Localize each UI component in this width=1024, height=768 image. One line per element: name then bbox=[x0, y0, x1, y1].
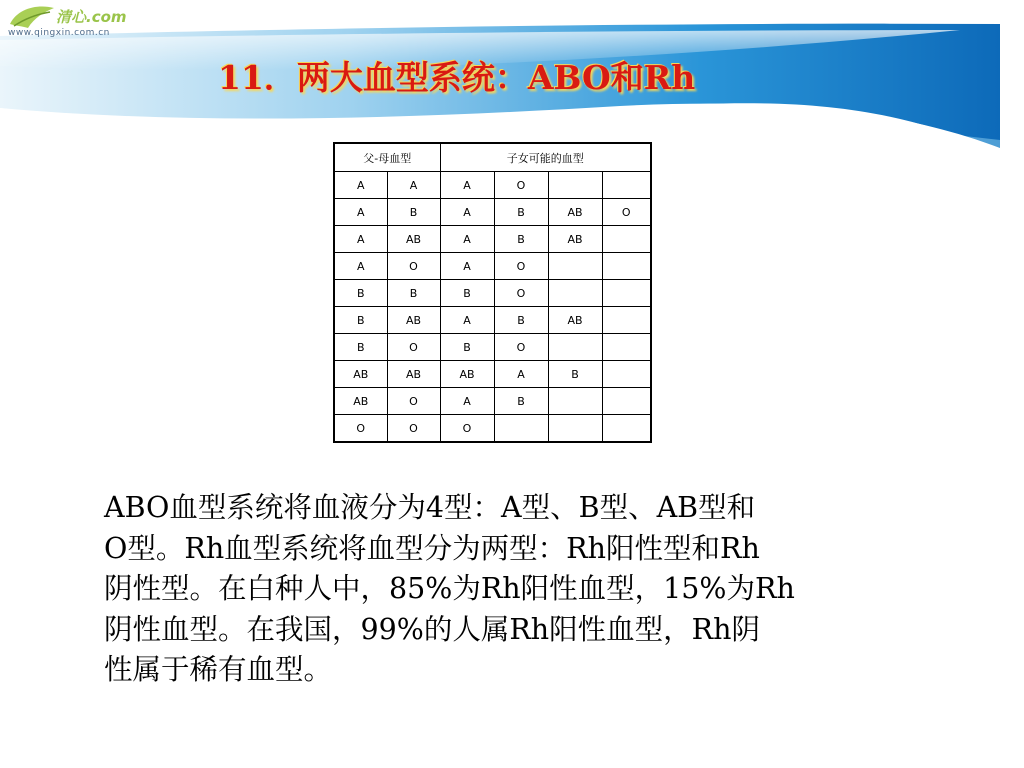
table-cell: B bbox=[334, 307, 387, 334]
table-row bbox=[334, 253, 651, 280]
table-cell: O bbox=[494, 253, 548, 280]
table-cell: O bbox=[494, 172, 548, 199]
table-cell: AB bbox=[334, 361, 387, 388]
table-cell: O bbox=[387, 334, 440, 361]
site-logo bbox=[4, 2, 154, 40]
table-cell: AB bbox=[548, 307, 602, 334]
table-cell: A bbox=[440, 307, 494, 334]
table-cell: AB bbox=[440, 361, 494, 388]
logo-brand-text: 清心.com bbox=[56, 8, 127, 26]
table-cell: O bbox=[440, 415, 494, 443]
table-row bbox=[334, 361, 651, 388]
logo-url-text: www.qingxin.com.cn bbox=[8, 28, 110, 38]
table-cell: B bbox=[494, 307, 548, 334]
table-cell bbox=[494, 415, 548, 443]
table-cell: AB bbox=[334, 388, 387, 415]
table-row bbox=[334, 307, 651, 334]
table-cell: A bbox=[440, 172, 494, 199]
table-cell bbox=[602, 280, 651, 307]
table-cell bbox=[548, 334, 602, 361]
table-cell: AB bbox=[387, 307, 440, 334]
table-cell: O bbox=[494, 334, 548, 361]
blood-type-table-container bbox=[333, 142, 652, 443]
table-cell bbox=[548, 415, 602, 443]
table-cell bbox=[602, 253, 651, 280]
table-cell bbox=[602, 415, 651, 443]
table-row bbox=[334, 199, 651, 226]
table-cell: A bbox=[387, 172, 440, 199]
table-cell: AB bbox=[548, 199, 602, 226]
table-cell bbox=[548, 388, 602, 415]
table-cell: O bbox=[334, 415, 387, 443]
table-cell: O bbox=[602, 199, 651, 226]
slide-title: 11．两大血型系统：ABO和Rh bbox=[218, 58, 696, 97]
table-row bbox=[334, 388, 651, 415]
header-children: 子女可能的血型 bbox=[440, 143, 651, 172]
table-cell: B bbox=[494, 199, 548, 226]
table-cell: O bbox=[387, 415, 440, 443]
body-paragraph bbox=[104, 488, 894, 691]
table-cell: A bbox=[440, 388, 494, 415]
table-cell: B bbox=[387, 199, 440, 226]
blood-type-inheritance-table bbox=[333, 142, 652, 443]
table-cell: B bbox=[494, 226, 548, 253]
body-line: 阴性血型。在我国，99%的人属Rh阳性血型，Rh阴 bbox=[104, 612, 760, 646]
table-row bbox=[334, 226, 651, 253]
table-cell: O bbox=[494, 280, 548, 307]
table-cell: O bbox=[387, 388, 440, 415]
table-cell: B bbox=[548, 361, 602, 388]
table-row bbox=[334, 280, 651, 307]
header-parents: 父-母血型 bbox=[334, 143, 440, 172]
table-cell: A bbox=[440, 253, 494, 280]
table-cell bbox=[602, 226, 651, 253]
table-row bbox=[334, 334, 651, 361]
table-cell: AB bbox=[548, 226, 602, 253]
table-cell: A bbox=[494, 361, 548, 388]
table-cell bbox=[602, 307, 651, 334]
table-cell bbox=[602, 361, 651, 388]
table-cell: A bbox=[440, 199, 494, 226]
table-header-row bbox=[334, 143, 651, 172]
body-line: 阴性型。在白种人中，85%为Rh阳性血型，15%为Rh bbox=[104, 572, 795, 605]
table-cell: B bbox=[440, 280, 494, 307]
table-cell: A bbox=[334, 226, 387, 253]
table-cell: A bbox=[334, 253, 387, 280]
body-line: 性属于稀有血型。 bbox=[104, 653, 333, 686]
table-cell bbox=[548, 280, 602, 307]
body-line: O型。Rh血型系统将血型分为两型：Rh阳性型和Rh bbox=[104, 531, 760, 565]
table-cell bbox=[602, 388, 651, 415]
table-cell bbox=[548, 172, 602, 199]
body-line: ABO血型系统将血液分为4型：A型、B型、AB型和 bbox=[104, 491, 756, 524]
table-cell: B bbox=[387, 280, 440, 307]
table-cell: AB bbox=[387, 361, 440, 388]
table-cell bbox=[602, 172, 651, 199]
table-cell: A bbox=[440, 226, 494, 253]
table-cell: B bbox=[440, 334, 494, 361]
table-cell: A bbox=[334, 199, 387, 226]
table-cell: B bbox=[334, 280, 387, 307]
table-cell: B bbox=[494, 388, 548, 415]
table-cell: O bbox=[387, 253, 440, 280]
table-row bbox=[334, 415, 651, 443]
table-cell: A bbox=[334, 172, 387, 199]
table-cell: B bbox=[334, 334, 387, 361]
table-cell bbox=[548, 253, 602, 280]
table-cell bbox=[602, 334, 651, 361]
table-row bbox=[334, 172, 651, 199]
table-cell: AB bbox=[387, 226, 440, 253]
